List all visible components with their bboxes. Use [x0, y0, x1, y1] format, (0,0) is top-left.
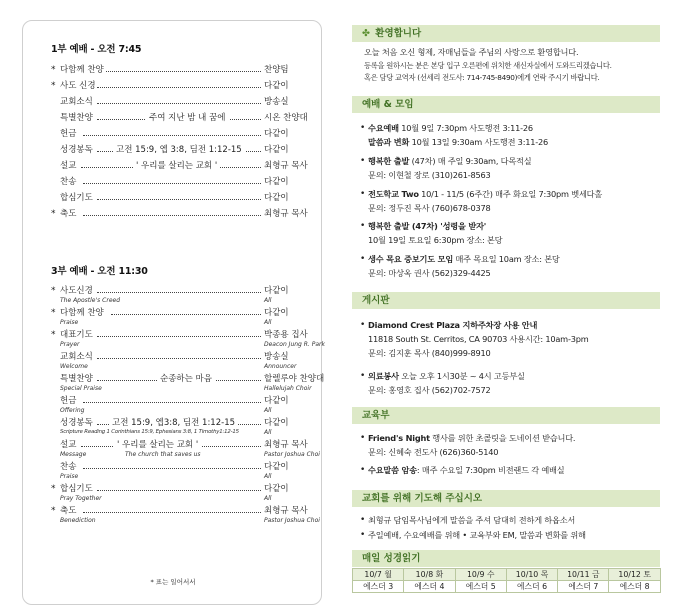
- s1-label: 찬송: [60, 177, 77, 187]
- reading-day: 10/10 목: [506, 569, 557, 581]
- s1-row: [51, 96, 315, 108]
- reading-book: 에스더 7: [558, 581, 609, 593]
- s3-label: 특별찬양: [60, 374, 93, 384]
- s1-row: * 사도 신경 다같이: [51, 81, 289, 91]
- s3-label: 교회소식: [60, 352, 93, 362]
- reading-book: 에스더 3: [353, 581, 404, 593]
- reading-day: 10/11 금: [558, 569, 609, 581]
- s3-value: 다같이: [264, 484, 289, 494]
- s1-row: * 다함께 찬양 찬양팀: [51, 65, 289, 75]
- s3-label: 성경봉독: [60, 418, 93, 428]
- s1-value: 다같이: [264, 81, 289, 91]
- reading-book: 에스더 8: [609, 581, 660, 593]
- s3-sub-value: All: [264, 319, 272, 326]
- worship-header: 예배 & 모임: [352, 96, 660, 113]
- s3-value: 다같이: [264, 308, 289, 318]
- s1-value: 다같이: [264, 145, 289, 155]
- s3-sub-label: Benediction: [60, 517, 96, 524]
- s3-label: 대표기도: [60, 330, 93, 340]
- s3-row: [51, 439, 315, 451]
- s3-sub-label: Praise: [60, 319, 79, 326]
- s3-row: [51, 373, 325, 385]
- s3-value: 다같이: [264, 396, 289, 406]
- s3-value: 최형규 목사: [264, 440, 308, 450]
- s3-value: 할렐루야 찬양대: [264, 374, 325, 384]
- s3-sub-label: Pray Together: [60, 495, 102, 502]
- s1-value: 찬양팀: [264, 65, 289, 75]
- s1-row: [51, 192, 315, 204]
- reading-day: 10/12 토: [609, 569, 660, 581]
- s1-label: 성경봉독: [60, 145, 93, 155]
- reading-header: 매일 성경읽기: [352, 550, 660, 567]
- s3-row: * 대표기도 박종용 집사: [51, 330, 308, 340]
- s1-middle: 고전 15:9, 엡 3:8, 딤전 1:12-15: [113, 144, 245, 156]
- order-of-worship-card: [22, 20, 325, 605]
- s3-sub-label: Offering: [60, 407, 85, 414]
- s3-label: 합심기도: [60, 484, 93, 494]
- s1-label: 사도 신경: [60, 81, 96, 91]
- s3-middle: ' 우리를 살리는 교회 ': [114, 439, 201, 451]
- s1-label: 합심기도: [60, 193, 93, 203]
- s1-value: 방송실: [264, 97, 289, 107]
- s3-row: [51, 461, 315, 473]
- s3-sub-value: All: [264, 297, 272, 304]
- reading-table: [352, 568, 661, 593]
- s3-row: * 다함께 찬양 다같이: [51, 308, 289, 318]
- s3-row: [51, 351, 315, 363]
- reading-day: 10/9 수: [455, 569, 506, 581]
- leaf-icon: ✤: [362, 28, 370, 39]
- s3-sub-label: Scripture Reading 1 Corinthians 15:9, Ephesians 3:8, 1 Timothy1:12-15: [60, 429, 239, 435]
- s3-label: 찬송: [60, 462, 77, 472]
- reading-book: 에스더 4: [404, 581, 455, 593]
- s3-label: 헌금: [60, 396, 77, 406]
- s1-row: * 축도 최형규 목사: [51, 209, 308, 219]
- s3-value: 다같이: [264, 286, 289, 296]
- s3-row: * 사도신경 다같이: [51, 286, 289, 296]
- s1-middle: 주여 지난 밤 내 꿈에: [146, 112, 229, 124]
- s1-row: [51, 144, 315, 156]
- s3-label: 축도: [60, 506, 77, 516]
- s3-value: 다같이: [264, 462, 289, 472]
- s3-sub-value: All: [264, 429, 272, 436]
- s3-sub-value: Announcer: [264, 363, 297, 370]
- s3-row: [51, 417, 315, 429]
- s1-value: 최형규 목사: [264, 161, 308, 171]
- reading-book: 에스더 6: [506, 581, 557, 593]
- s1-middle: ' 우리를 살리는 교회 ': [133, 160, 220, 172]
- s1-row: [51, 176, 315, 188]
- s3-label: 사도신경: [60, 286, 93, 296]
- welcome-header: ✤ 환영합니다: [352, 25, 660, 42]
- service3-title: 3부 예배 - 오전 11:30: [51, 266, 148, 277]
- s3-row: * 합심기도 다같이: [51, 484, 289, 494]
- reading-day: 10/7 월: [353, 569, 404, 581]
- s1-value: 다같이: [264, 129, 289, 139]
- education-header: 교육부: [352, 407, 660, 424]
- s3-label: 설교: [60, 440, 77, 450]
- reading-book: 에스더 5: [455, 581, 506, 593]
- s3-sub-label: Prayer: [60, 341, 80, 348]
- s3-sub-label: Welcome: [60, 363, 88, 370]
- prayer-header: 교회를 위해 기도해 주십시오: [352, 490, 660, 507]
- s3-row: [51, 395, 315, 407]
- s3-value: 박종용 집사: [264, 330, 308, 340]
- s1-row: [51, 112, 315, 124]
- s3-middle: 고전 15:9, 엡3:8, 딤전 1:12-15: [109, 417, 238, 429]
- service1-title: 1부 예배 - 오전 7:45: [51, 44, 142, 55]
- s1-label: 축도: [60, 209, 77, 219]
- s3-sub-value: Hallelujah Choir: [264, 385, 312, 392]
- s1-label: 다함께 찬양: [60, 65, 104, 75]
- s3-sub-value: All: [264, 473, 272, 480]
- s3-sub-value: All: [264, 407, 272, 414]
- s1-row: [51, 160, 315, 172]
- s3-sub-label: The Apostle's Creed: [60, 297, 121, 304]
- s3-label: 다함께 찬양: [60, 308, 104, 318]
- s3-sub-value: Pastor Joshua Choi: [264, 517, 320, 524]
- board-header: 게시판: [352, 292, 660, 309]
- s3-sub-value: All: [264, 495, 272, 502]
- s1-row: [51, 128, 315, 140]
- s1-value: 다같이: [264, 193, 289, 203]
- s3-value: 다같이: [264, 418, 289, 428]
- s3-sub-label: Special Praise: [60, 385, 102, 392]
- s1-value: 다같이: [264, 177, 289, 187]
- s3-sub-value: Deacon Jung R. Park: [264, 341, 325, 348]
- s3-value: 방송실: [264, 352, 289, 362]
- s3-row: * 축도 최형규 목사: [51, 506, 308, 516]
- s3-sub-middle: The church that saves us: [125, 451, 201, 458]
- s1-label: 헌금: [60, 129, 77, 139]
- s3-sub-label: Praise: [60, 473, 79, 480]
- s1-label: 특별찬양: [60, 113, 93, 123]
- s3-value: 최형규 목사: [264, 506, 308, 516]
- s1-value: 최형규 목사: [264, 209, 308, 219]
- s1-label: 교회소식: [60, 97, 93, 107]
- s1-label: 설교: [60, 161, 77, 171]
- s3-middle: 순종하는 마음: [157, 373, 215, 385]
- s1-value: 시온 찬양대: [264, 113, 308, 123]
- standing-footnote: * 표는 일어서서: [150, 578, 196, 586]
- s3-sub-label: Message: [60, 451, 87, 458]
- s3-sub-value: Pastor Joshua Choi: [264, 451, 320, 458]
- reading-day: 10/8 화: [404, 569, 455, 581]
